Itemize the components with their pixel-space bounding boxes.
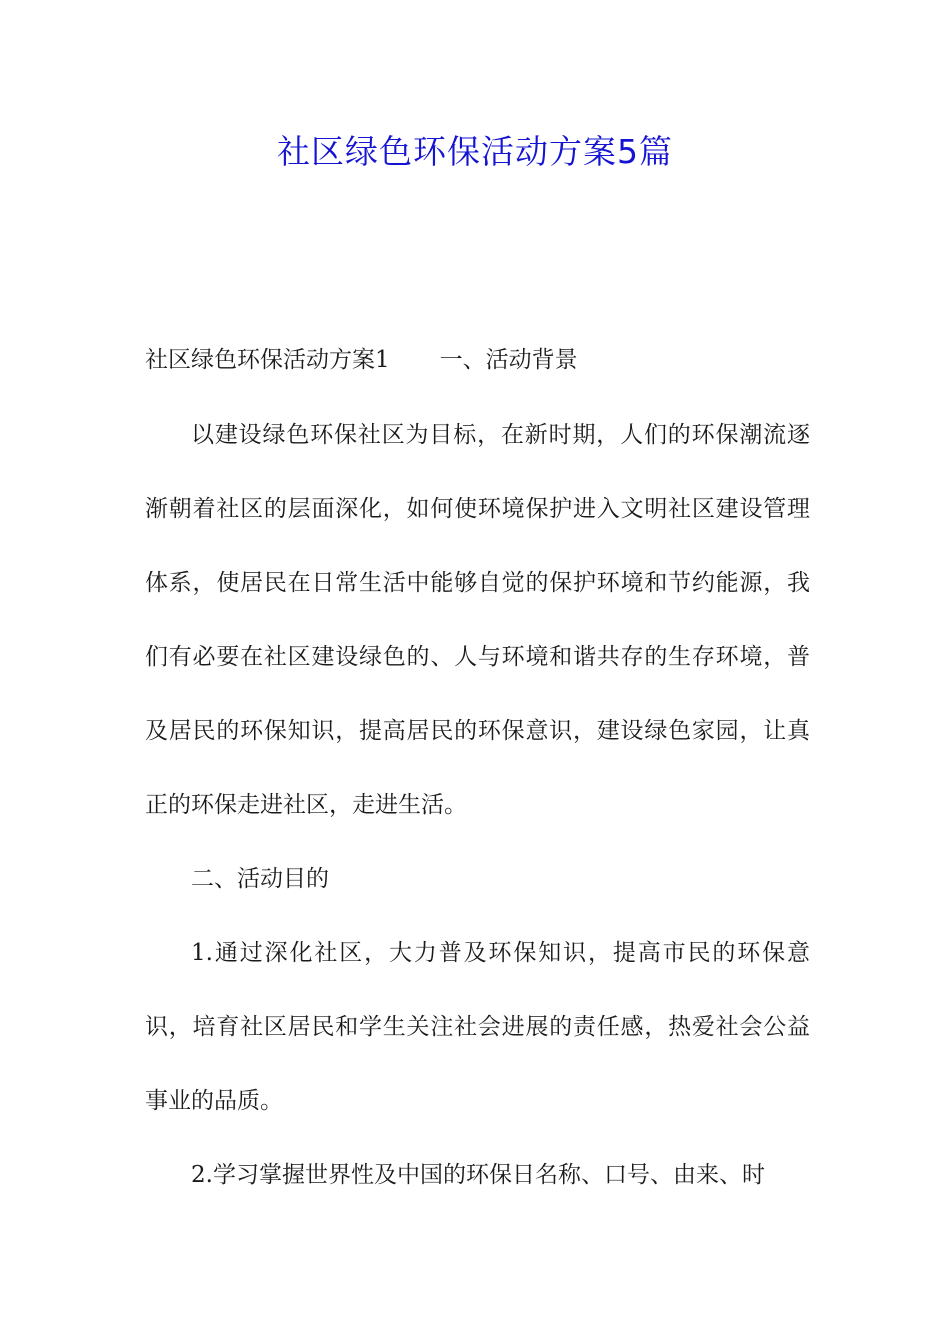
list-item-1: 1.通过深化社区，大力普及环保知识，提高市民的环保意识，培育社区居民和学生关注社会进展的责任感，热爱社会公益事业的品质。 xyxy=(145,940,810,1114)
subheading-background: 一、活动背景 xyxy=(439,347,578,373)
paragraph-background: 以建设绿色环保社区为目标，在新时期，人们的环保潮流逐渐朝着社区的层面深化，如何使环境保护进入文明社区建设管理体系，使居民在日常生活中能够自觉的保护环境和节约能源，我们有必要在社区建设绿色的、人与环境和谐共存的生存环境，普及居民的环保知识，提高居民的环保意识，建设绿色家园，让真正的环保走进社区，走进生活。 xyxy=(145,422,810,818)
document-body xyxy=(145,398,810,1212)
document-title: 社区绿色环保活动方案5篇 xyxy=(277,132,673,171)
subheading-purpose: 二、活动目的 xyxy=(191,866,329,892)
section-heading-line xyxy=(145,340,810,380)
list-item-2: 2.学习掌握世界性及中国的环保日名称、口号、由来、时 xyxy=(191,1162,765,1188)
section-heading: 社区绿色环保活动方案1 xyxy=(145,347,390,373)
